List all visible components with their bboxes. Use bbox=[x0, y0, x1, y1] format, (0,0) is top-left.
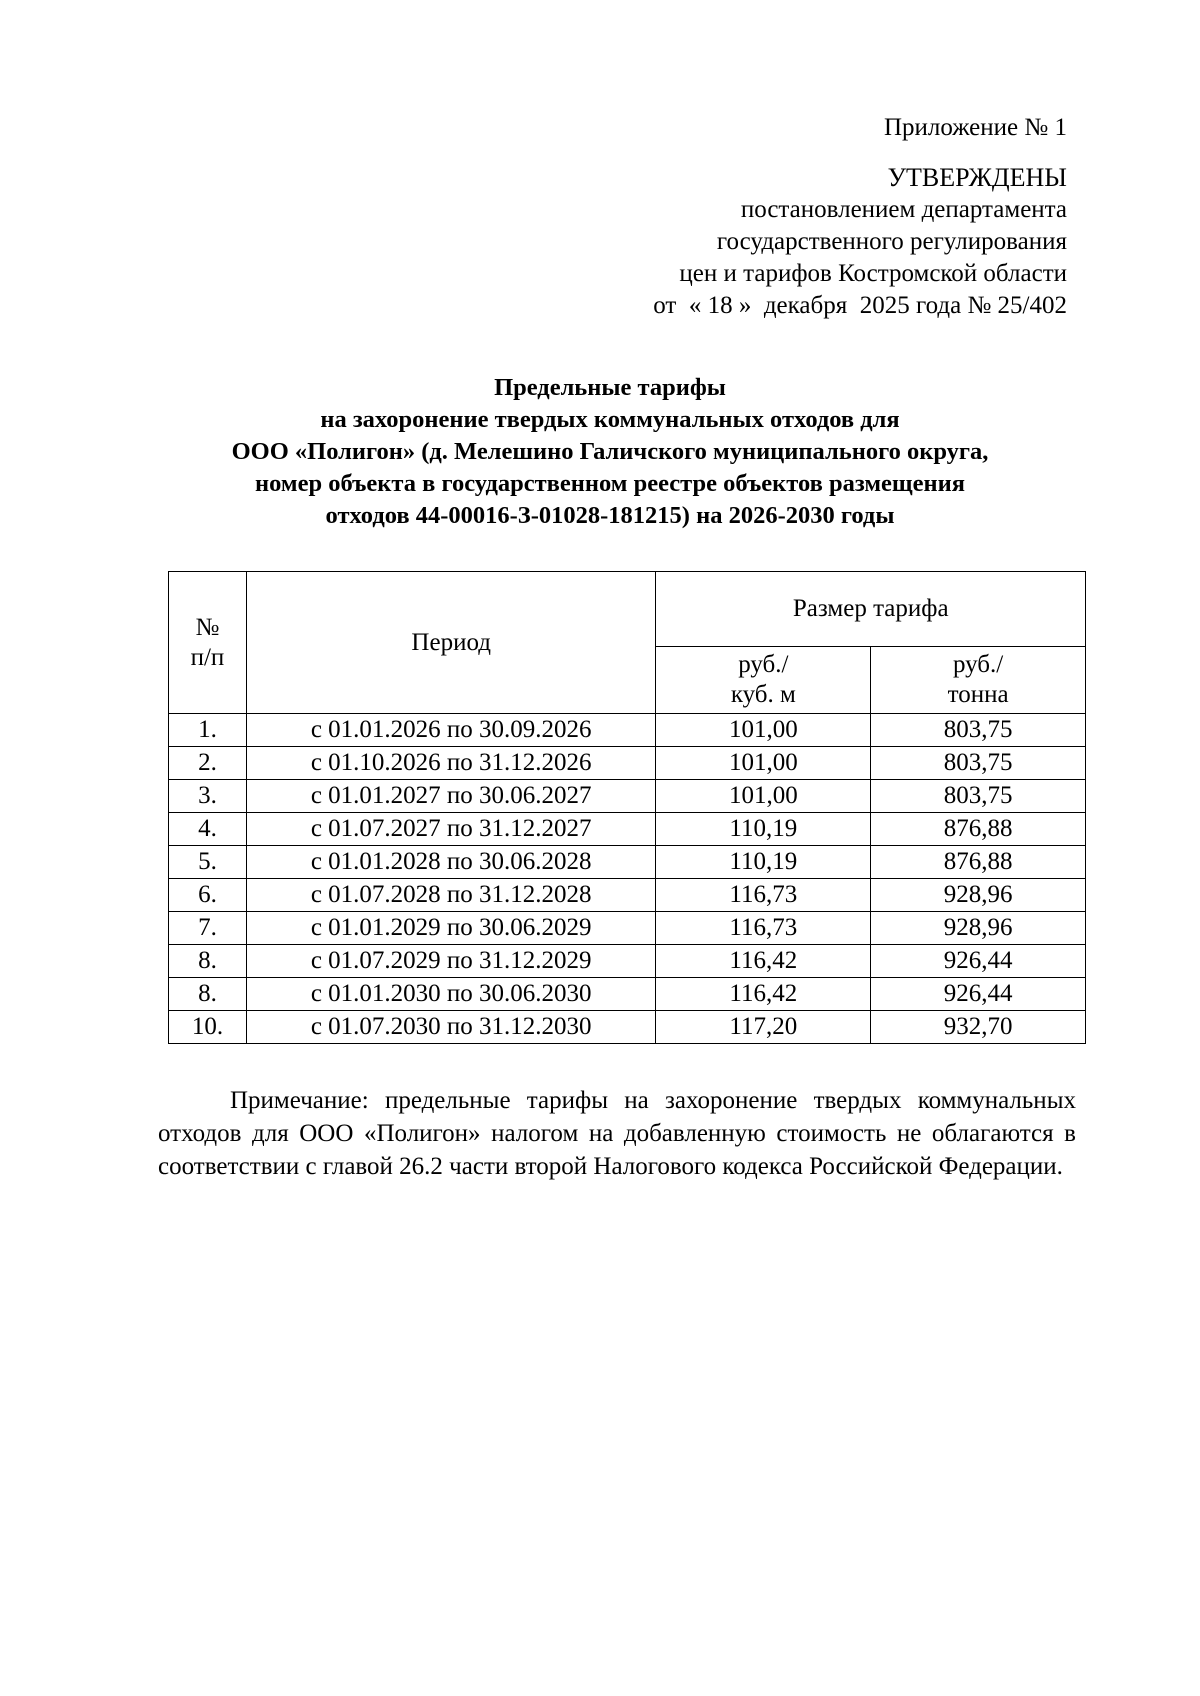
header-num bbox=[169, 572, 247, 714]
tariff-ton-cell: 803,75 bbox=[871, 747, 1086, 780]
row-number-cell: 8. bbox=[169, 945, 247, 978]
period-cell: с 01.01.2030 по 30.06.2030 bbox=[246, 978, 656, 1011]
tariff-cubic-cell: 116,73 bbox=[656, 912, 871, 945]
table-row bbox=[169, 978, 1086, 1011]
note-paragraph: Примечание: предельные тарифы на захоронение твердых коммунальных отходов для ООО «Полигон» налогом на добавленную стоимость не облагаются в соответствии с главой 26.2 части второй Налогового кодекса Российской Федерации. bbox=[158, 1087, 1076, 1180]
row-number-cell: 10. bbox=[169, 1011, 247, 1044]
tariff-ton-cell: 932,70 bbox=[871, 1011, 1086, 1044]
header-ton-unit-2: тонна bbox=[947, 681, 1009, 708]
tariff-ton-cell: 876,88 bbox=[871, 813, 1086, 846]
header-rub-per-cubic-meter bbox=[656, 647, 871, 714]
tariff-ton-cell: 926,44 bbox=[871, 945, 1086, 978]
row-number-cell: 3. bbox=[169, 780, 247, 813]
table-row bbox=[169, 813, 1086, 846]
tariff-ton-cell: 928,96 bbox=[871, 912, 1086, 945]
approval-header bbox=[653, 112, 1067, 322]
period-cell: с 01.07.2030 по 31.12.2030 bbox=[246, 1011, 656, 1044]
period-cell: с 01.01.2027 по 30.06.2027 bbox=[246, 780, 656, 813]
title-line-2: на захоронение твердых коммунальных отходов для bbox=[320, 406, 900, 433]
tariff-cubic-cell: 110,19 bbox=[656, 846, 871, 879]
document-title bbox=[130, 372, 1090, 532]
period-cell: с 01.07.2029 по 31.12.2029 bbox=[246, 945, 656, 978]
tariff-ton-cell: 803,75 bbox=[871, 780, 1086, 813]
row-number-cell: 8. bbox=[169, 978, 247, 1011]
table-row bbox=[169, 747, 1086, 780]
header-rub-per-ton bbox=[871, 647, 1086, 714]
tariff-ton-cell: 803,75 bbox=[871, 714, 1086, 747]
title-line-5: отходов 44-00016-З-01028-181215) на 2026-2030 годы bbox=[325, 502, 895, 529]
tariff-cubic-cell: 101,00 bbox=[656, 780, 871, 813]
title-line-1: Предельные тарифы bbox=[494, 374, 726, 401]
period-cell: с 01.10.2026 по 31.12.2026 bbox=[246, 747, 656, 780]
table-row bbox=[169, 879, 1086, 912]
row-number-cell: 6. bbox=[169, 879, 247, 912]
header-cub-unit-2: куб. м bbox=[730, 681, 796, 708]
tariff-cubic-cell: 116,42 bbox=[656, 978, 871, 1011]
tariff-cubic-cell: 117,20 bbox=[656, 1011, 871, 1044]
tariff-ton-cell: 926,44 bbox=[871, 978, 1086, 1011]
approval-line-1: постановлением департамента bbox=[740, 196, 1067, 223]
header-cub-unit-1: руб./ bbox=[738, 651, 789, 678]
header-num-abbr: п/п bbox=[190, 643, 225, 671]
tariff-ton-cell: 876,88 bbox=[871, 846, 1086, 879]
tariff-cubic-cell: 116,42 bbox=[656, 945, 871, 978]
approval-line-2: государственного регулирования bbox=[716, 228, 1067, 255]
tariff-cubic-cell: 101,00 bbox=[656, 714, 871, 747]
period-cell: с 01.07.2027 по 31.12.2027 bbox=[246, 813, 656, 846]
header-period: Период bbox=[246, 572, 656, 714]
tariffs-table-body bbox=[169, 714, 1086, 1044]
row-number-cell: 1. bbox=[169, 714, 247, 747]
tariff-cubic-cell: 116,73 bbox=[656, 879, 871, 912]
title-line-3: ООО «Полигон» (д. Мелешино Галичского муниципального округа, bbox=[231, 438, 989, 465]
approval-line-3: цен и тарифов Костромской области bbox=[679, 260, 1067, 287]
table-row bbox=[169, 714, 1086, 747]
tariff-cubic-cell: 110,19 bbox=[656, 813, 871, 846]
tariff-cubic-cell: 101,00 bbox=[656, 747, 871, 780]
table-row bbox=[169, 780, 1086, 813]
header-num-symbol: № bbox=[195, 613, 220, 641]
period-cell: с 01.01.2028 по 30.06.2028 bbox=[246, 846, 656, 879]
row-number-cell: 2. bbox=[169, 747, 247, 780]
table-row bbox=[169, 846, 1086, 879]
tariffs-table bbox=[168, 571, 1086, 1044]
row-number-cell: 7. bbox=[169, 912, 247, 945]
period-cell: с 01.07.2028 по 31.12.2028 bbox=[246, 879, 656, 912]
approved-label: УТВЕРЖДЕНЫ bbox=[887, 163, 1067, 192]
header-tariff-size: Размер тарифа bbox=[656, 572, 1086, 647]
row-number-cell: 4. bbox=[169, 813, 247, 846]
row-number-cell: 5. bbox=[169, 846, 247, 879]
table-row bbox=[169, 945, 1086, 978]
header-ton-unit-1: руб./ bbox=[952, 651, 1004, 678]
tariff-ton-cell: 928,96 bbox=[871, 879, 1086, 912]
approval-line-4: от « 18 » декабря 2025 года № 25/402 bbox=[653, 292, 1067, 319]
table-row bbox=[169, 1011, 1086, 1044]
appendix-label: Приложение № 1 bbox=[883, 114, 1067, 141]
period-cell: с 01.01.2029 по 30.06.2029 bbox=[246, 912, 656, 945]
title-line-4: номер объекта в государственном реестре объектов размещения bbox=[255, 470, 965, 497]
table-row bbox=[169, 912, 1086, 945]
period-cell: с 01.01.2026 по 30.09.2026 bbox=[246, 714, 656, 747]
